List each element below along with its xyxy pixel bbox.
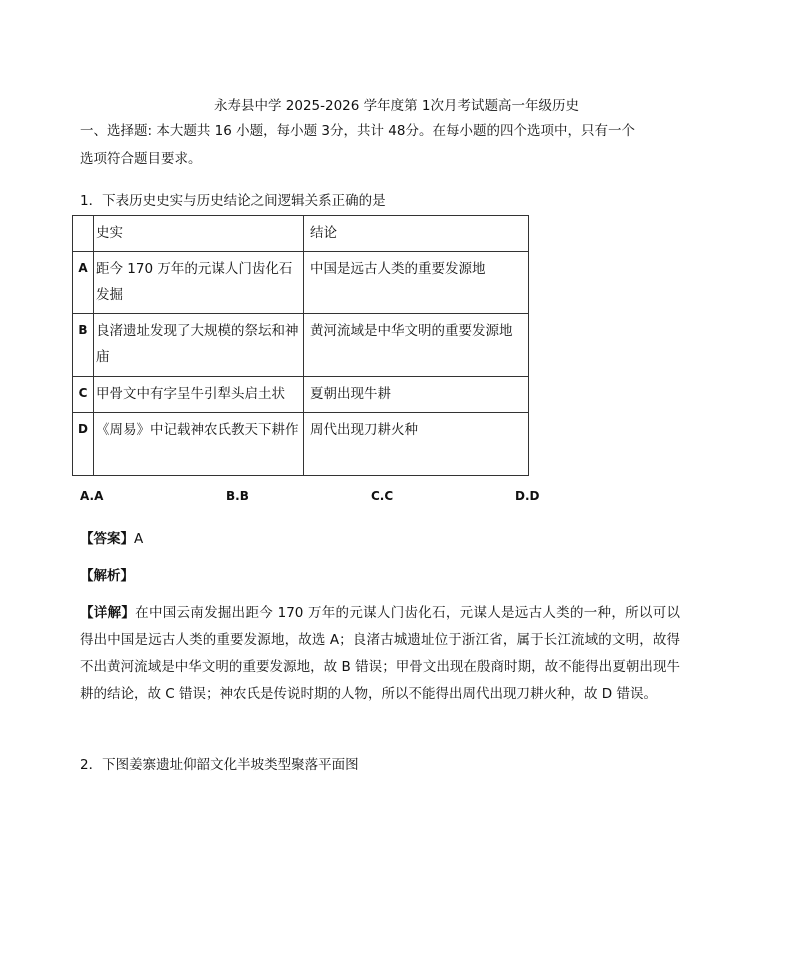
section-instruction-line2: 选项符合题目要求。: [80, 151, 202, 167]
table-row: [73, 252, 529, 314]
row-label: A: [73, 252, 94, 314]
row-fact: 良渚遗址发现了大规模的祭坛和神庙: [94, 314, 304, 377]
row-label: C: [73, 377, 94, 413]
row-conclusion: 黄河流域是中华文明的重要发源地: [304, 314, 529, 377]
option-c: C.C: [371, 489, 394, 503]
question-2-stem: 2．下图姜寨遗址仰韶文化半坡类型聚落平面图: [80, 757, 359, 773]
section-instruction-line1: 一、选择题: 本大题共 16 小题，每小题 3分，共计 48分。在每小题的四个选项中，只有一个: [80, 123, 635, 139]
table-header-fact: 史实: [94, 216, 304, 252]
row-fact: 甲骨文中有字呈牛引犁头启土状: [94, 377, 304, 413]
analysis-label: 【解析】: [80, 568, 134, 584]
question-1-stem: 1．下表历史史实与历史结论之间逻辑关系正确的是: [80, 193, 386, 209]
table-row: [73, 377, 529, 413]
option-b: B.B: [226, 489, 249, 503]
answer-label: 【答案】: [80, 531, 134, 547]
row-label: D: [73, 413, 94, 476]
row-conclusion: 夏朝出现牛耕: [304, 377, 529, 413]
answer-value: A: [134, 531, 144, 547]
option-a: A.A: [80, 489, 104, 503]
detail-text: 在中国云南发掘出距今 170 万年的元谋人门齿化石，元谋人是远古人类的一种，所以可以得出中国是远古人类的重要发源地，故选 A；良渚古城遗址位于浙江省，属于长江流域的文明，故得不出黄河流域是中华文明的重要发源地，故 B 错误；甲骨文出现在殷商时期，故不能得出夏朝出现牛耕的结论，故 C 错误；神农氏是传说时期的人物，所以不能得出周代出现刀耕火种，故 D 错误。: [80, 605, 680, 702]
question-1-table: [72, 215, 529, 476]
table-header-row: [73, 216, 529, 252]
detail-paragraph: [80, 600, 680, 708]
row-conclusion: 周代出现刀耕火种: [304, 413, 529, 476]
table-row: [73, 413, 529, 476]
table-header-conclusion: 结论: [304, 216, 529, 252]
row-fact: 《周易》中记载神农氏教天下耕作: [94, 413, 304, 476]
row-conclusion: 中国是远古人类的重要发源地: [304, 252, 529, 314]
detail-label: 【详解】: [80, 605, 136, 621]
exam-title: 永寿县中学 2025-2026 学年度第 1次月考试题高一年级历史: [213, 98, 580, 114]
row-label: B: [73, 314, 94, 377]
option-d: D.D: [515, 489, 540, 503]
table-header-empty: [73, 216, 94, 252]
row-fact: 距今 170 万年的元谋人门齿化石发掘: [94, 252, 304, 314]
answer-line: [80, 527, 143, 547]
table-row: [73, 314, 529, 377]
